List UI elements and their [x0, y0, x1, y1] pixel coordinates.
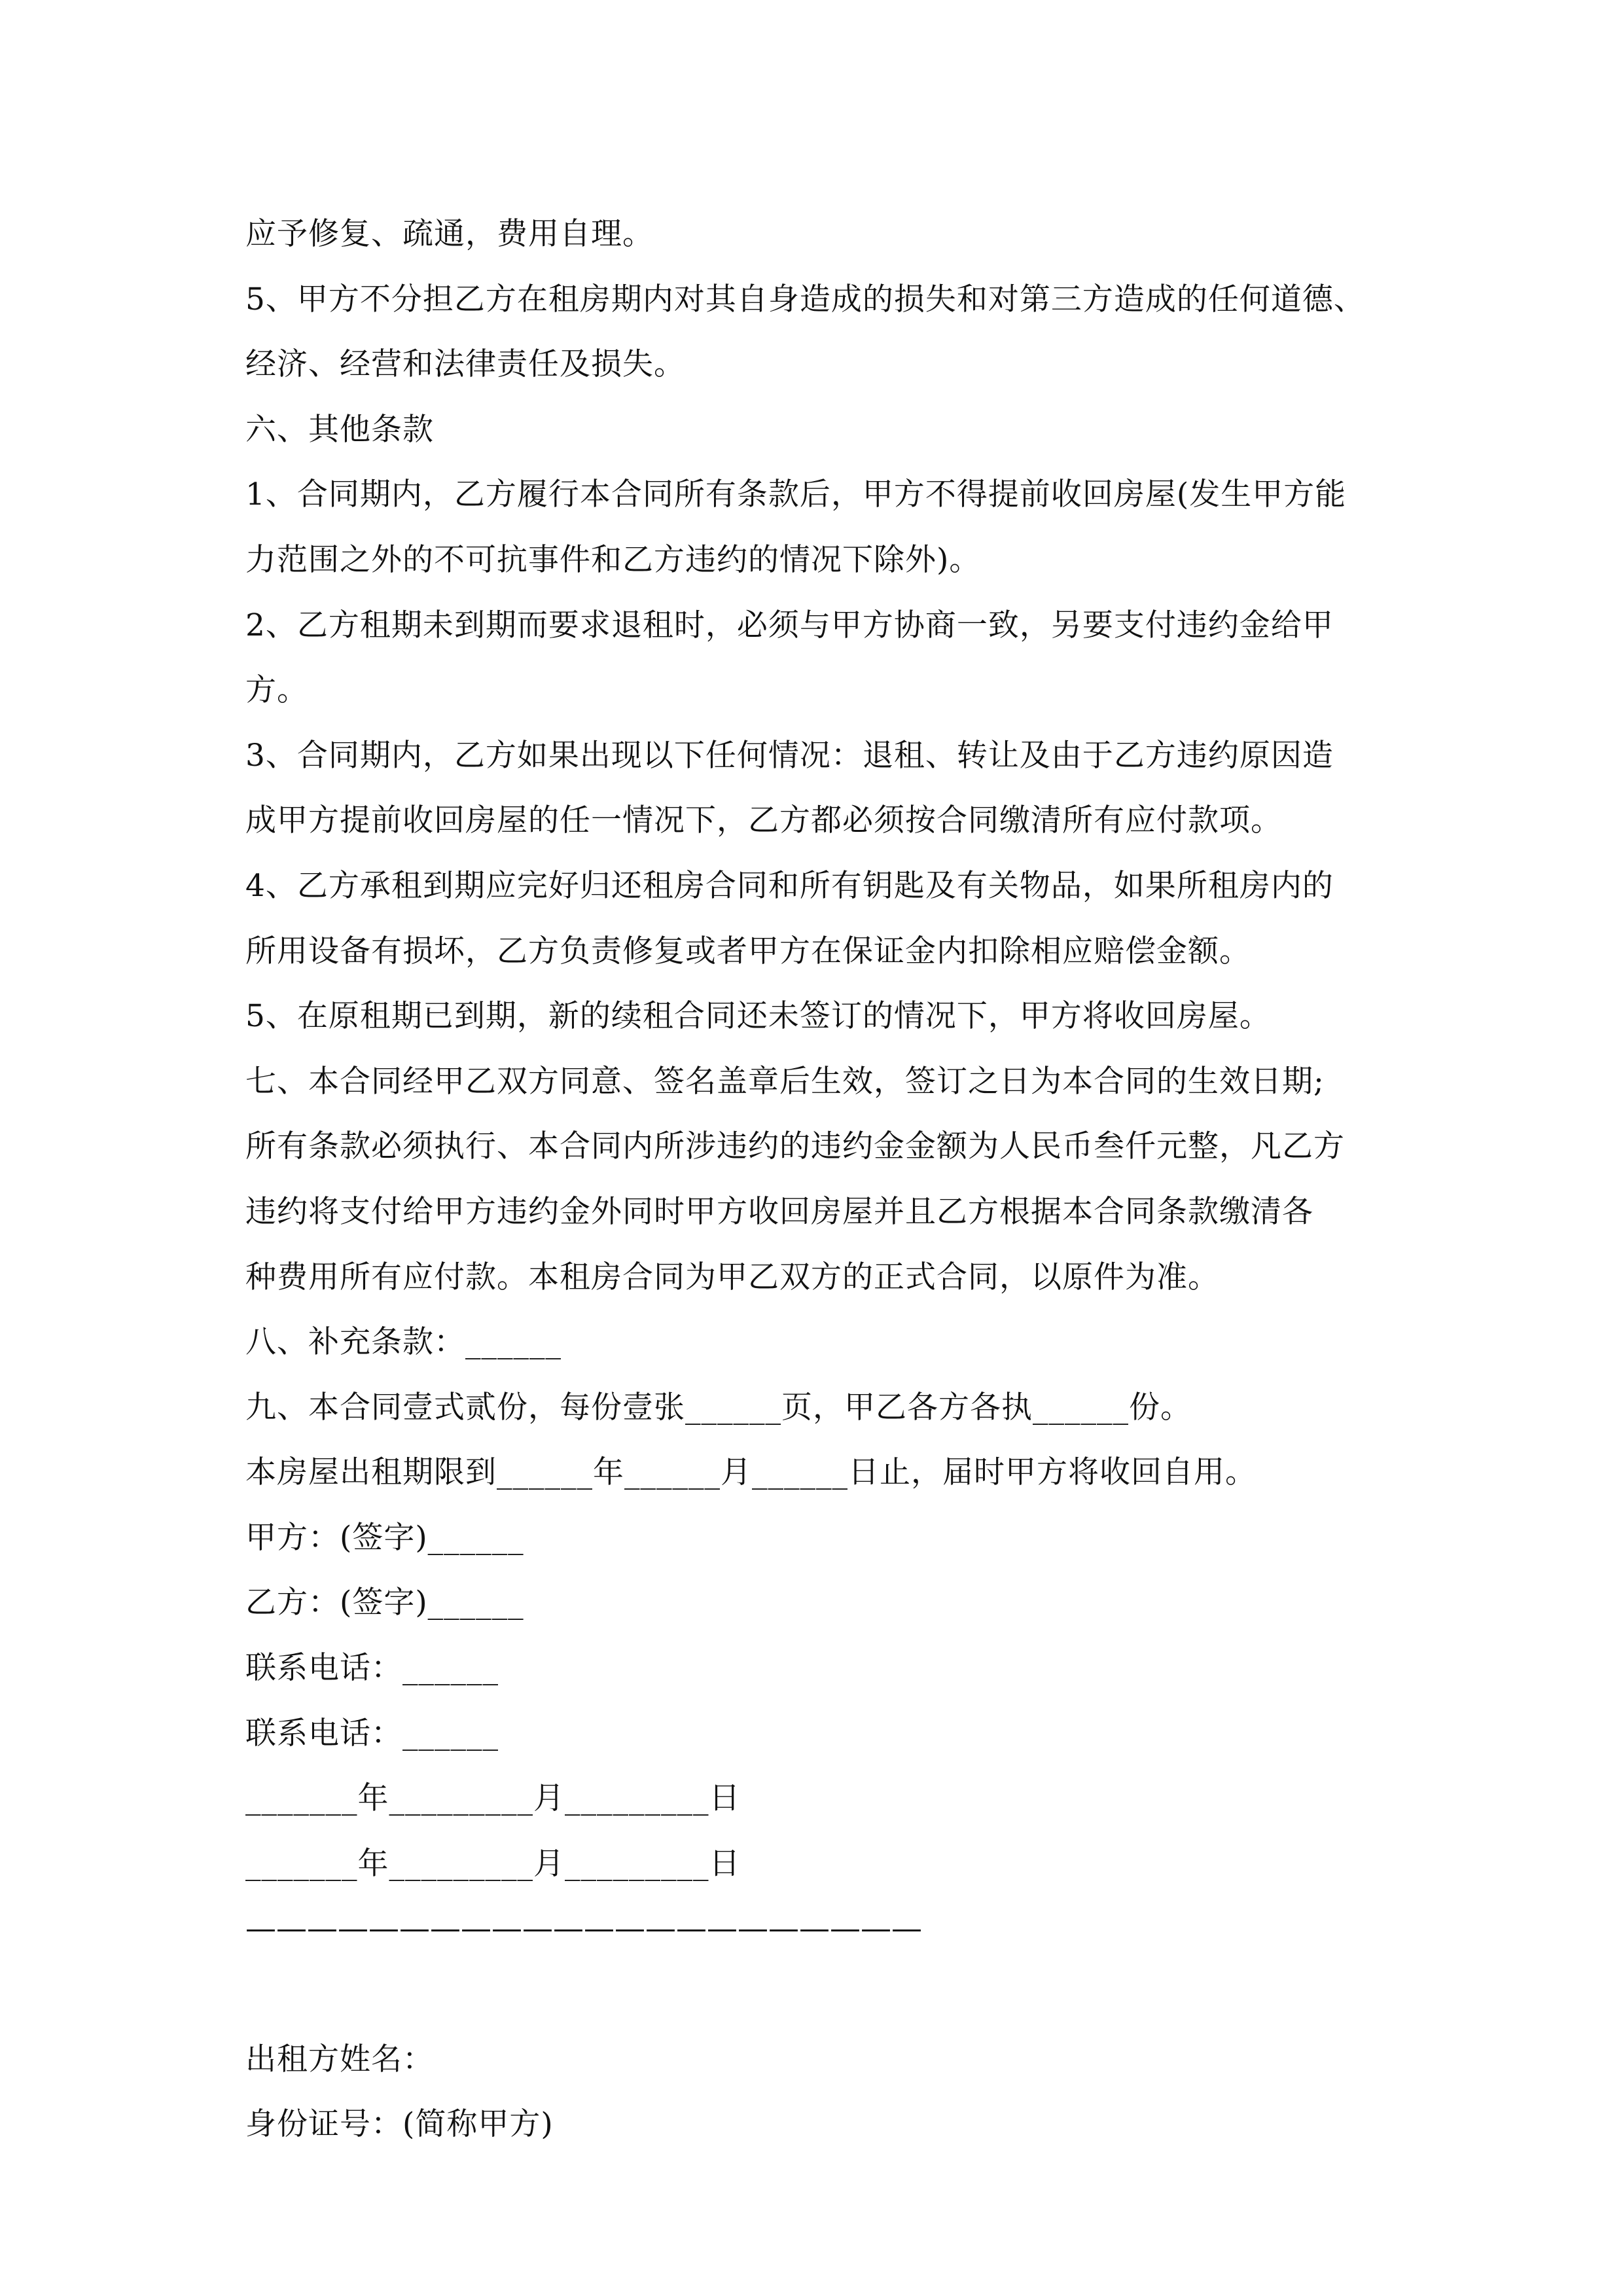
text-line: 成甲方提前收回房屋的任一情况下，乙方都必须按合同缴清所有应付款项。 — [245, 802, 1282, 839]
lease-term-line: 本房屋出租期限到______年______月______日止，届时甲方将收回自用。 — [245, 1454, 1257, 1491]
contact-phone-b: 联系电话：______ — [245, 1715, 499, 1751]
text-line: 经济、经营和法律责任及损失。 — [245, 346, 685, 383]
text-line: 方。 — [245, 672, 308, 709]
text-line: 2、乙方租期未到期而要求退租时，必须与甲方协商一致，另要支付违约金给甲 — [245, 607, 1334, 643]
text-line: 七、本合同经甲乙双方同意、签名盖章后生效，签订之日为本合同的生效日期; — [245, 1063, 1325, 1100]
text-line: 3、合同期内，乙方如果出现以下任何情况：退租、转让及由于乙方违约原因造 — [245, 737, 1334, 774]
section-heading: 六、其他条款 — [245, 411, 434, 448]
contract-body — [245, 202, 1417, 2157]
blank-gap — [245, 1962, 1417, 2027]
text-line: 1、合同期内，乙方履行本合同所有条款后，甲方不得提前收回房屋(发生甲方能 — [245, 476, 1347, 513]
text-line: 5、在原租期已到期，新的续租合同还未签订的情况下，甲方将收回房屋。 — [245, 998, 1271, 1035]
text-line: 4、乙方承租到期应完好归还租房合同和所有钥匙及有关物品，如果所租房内的 — [245, 867, 1334, 904]
date-line-a: _______年_________月_________日 — [245, 1780, 741, 1817]
text-line: 种费用所有应付款。本租房合同为甲乙双方的正式合同，以原件为准。 — [245, 1259, 1219, 1295]
text-line: 所有条款必须执行、本合同内所涉违约的违约金金额为人民币叁仟元整，凡乙方 — [245, 1128, 1345, 1165]
copies-clause: 九、本合同壹式贰份，每份壹张______页，甲乙各方各执______份。 — [245, 1389, 1192, 1426]
text-line: 应予修复、疏通，费用自理。 — [245, 216, 654, 252]
text-line: 所用设备有损坏，乙方负责修复或者甲方在保证金内扣除相应赔偿金额。 — [245, 933, 1251, 969]
party-a-signature: 甲方：(签字)______ — [245, 1519, 524, 1556]
id-number: 身份证号：(简称甲方) — [245, 2106, 554, 2143]
text-line: 力范围之外的不可抗事件和乙方违约的情况下除外)。 — [245, 541, 981, 578]
text-line: 违约将支付给甲方违约金外同时甲方收回房屋并且乙方根据本合同条款缴清各 — [245, 1193, 1313, 1230]
contact-phone-a: 联系电话：______ — [245, 1650, 499, 1687]
date-line-b: _______年_________月_________日 — [245, 1845, 741, 1882]
party-b-signature: 乙方：(签字)______ — [245, 1585, 524, 1621]
text-line: 5、甲方不分担乙方在租房期内对其自身造成的损失和对第三方造成的任何道德、 — [245, 281, 1365, 317]
separator-rule: —————————————————————— — [245, 1910, 922, 1947]
supplementary-terms: 八、补充条款：______ — [245, 1324, 562, 1361]
lessor-name: 出租方姓名： — [245, 2041, 434, 2077]
